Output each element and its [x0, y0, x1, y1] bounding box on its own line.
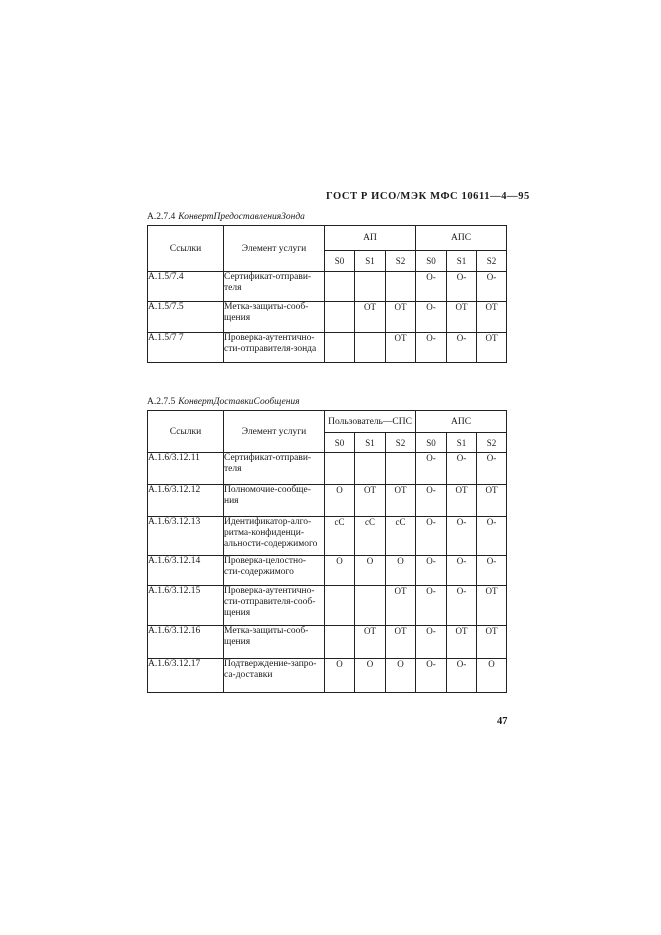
row-service-element: [224, 272, 325, 302]
row-value-cell: [355, 453, 386, 485]
row-reference: А.1.6/3.12.16: [148, 626, 224, 659]
row-value-cell: О-: [447, 556, 477, 586]
row-reference: А.1.6/3.12.11: [148, 453, 224, 485]
service-element-line: са-доставки: [224, 670, 273, 680]
row-service-element: [224, 659, 325, 693]
row-value-cell: О: [477, 659, 507, 693]
row-value-cell: ОТ: [355, 302, 386, 333]
service-element-line: Сертификат-отправи-: [224, 272, 312, 282]
table2-number: А.2.7.5: [147, 397, 176, 407]
row-value-cell: О: [325, 659, 355, 693]
row-value-cell: О-: [477, 556, 507, 586]
table1-subheader: S2: [386, 251, 416, 272]
table1-header-element: Элемент услуги: [224, 226, 325, 272]
table1-subheader: S0: [416, 251, 447, 272]
table2-header-refs: Ссылки: [148, 411, 224, 453]
table2-subheader: S2: [386, 433, 416, 453]
table1-caption: [147, 212, 305, 222]
service-element-line: сти-содержимого: [224, 567, 294, 577]
row-value-cell: О: [355, 659, 386, 693]
table2-header-group2: АПС: [416, 411, 507, 433]
service-element-line: щения: [224, 313, 251, 323]
service-element-line: альности-содержимого: [224, 539, 318, 549]
service-element-line: Проверка-аутентично-: [224, 586, 315, 596]
row-value-cell: сС: [355, 517, 386, 556]
table2-subheader: S2: [477, 433, 507, 453]
row-value-cell: О-: [416, 302, 447, 333]
row-value-cell: [355, 272, 386, 302]
table2-subheader: S1: [355, 433, 386, 453]
table-row: [148, 586, 507, 626]
row-value-cell: О: [325, 556, 355, 586]
table2: [147, 410, 507, 693]
table1: [147, 225, 507, 363]
row-value-cell: ОТ: [447, 302, 477, 333]
row-service-element: [224, 626, 325, 659]
row-value-cell: ОТ: [355, 485, 386, 517]
row-service-element: [224, 556, 325, 586]
row-value-cell: [325, 302, 355, 333]
row-value-cell: О-: [477, 453, 507, 485]
row-reference: А.1.6/3.12.15: [148, 586, 224, 626]
row-value-cell: [355, 586, 386, 626]
row-value-cell: О-: [447, 453, 477, 485]
row-service-element: [224, 517, 325, 556]
table2-body: [148, 453, 507, 693]
row-value-cell: ОТ: [477, 302, 507, 333]
row-value-cell: О-: [447, 659, 477, 693]
row-value-cell: [325, 626, 355, 659]
row-value-cell: [325, 586, 355, 626]
row-value-cell: [355, 333, 386, 363]
service-element-line: щения: [224, 637, 251, 647]
table1-body: [148, 272, 507, 363]
row-value-cell: О-: [416, 626, 447, 659]
table1-subheader: S1: [355, 251, 386, 272]
table2-caption: [147, 397, 300, 407]
row-value-cell: О-: [416, 453, 447, 485]
service-element-line: теля: [224, 283, 242, 293]
service-element-line: Проверка-целостно-: [224, 556, 307, 566]
row-value-cell: ОТ: [477, 586, 507, 626]
row-service-element: [224, 586, 325, 626]
table-row: [148, 626, 507, 659]
table2-subheader: S0: [325, 433, 355, 453]
table1-header-group2: АПС: [416, 226, 507, 251]
table1-subheader: S0: [325, 251, 355, 272]
service-element-line: теля: [224, 464, 242, 474]
service-element-line: сти-отправителя-сооб-: [224, 597, 316, 607]
row-reference: А.1.6/3.12.14: [148, 556, 224, 586]
row-value-cell: [386, 453, 416, 485]
row-value-cell: О: [386, 659, 416, 693]
row-reference: А.1.6/3.12.13: [148, 517, 224, 556]
service-element-line: Метка-защиты-сооб-: [224, 626, 309, 636]
row-value-cell: ОТ: [477, 485, 507, 517]
row-value-cell: ОТ: [355, 626, 386, 659]
service-element-line: ния: [224, 496, 239, 506]
table1-header-refs: Ссылки: [148, 226, 224, 272]
table-row: [148, 272, 507, 302]
service-element-line: Проверка-аутентично-: [224, 333, 315, 343]
service-element-line: ритма-конфиденци-: [224, 528, 304, 538]
service-element-line: Идентификатор-алго-: [224, 517, 312, 527]
table-row: [148, 517, 507, 556]
row-value-cell: [325, 272, 355, 302]
table1-subheader: S1: [447, 251, 477, 272]
row-reference: А.1.5/7.4: [148, 272, 224, 302]
row-value-cell: О-: [416, 659, 447, 693]
row-service-element: [224, 453, 325, 485]
row-reference: А.1.6/3.12.17: [148, 659, 224, 693]
row-value-cell: [386, 272, 416, 302]
row-reference: А.1.6/3.12.12: [148, 485, 224, 517]
row-value-cell: ОТ: [477, 333, 507, 363]
table2-subheader: S1: [447, 433, 477, 453]
row-reference: А.1.5/7.5: [148, 302, 224, 333]
table-row: [148, 302, 507, 333]
row-value-cell: ОТ: [386, 333, 416, 363]
row-service-element: [224, 485, 325, 517]
table-row: [148, 333, 507, 363]
row-value-cell: О-: [416, 485, 447, 517]
table2-header-group1: Пользователь—СПС: [325, 411, 416, 433]
document-header: ГОСТ Р ИСО/МЭК МФС 10611—4—95: [326, 191, 530, 202]
row-value-cell: ОТ: [386, 485, 416, 517]
row-value-cell: О-: [416, 517, 447, 556]
row-value-cell: ОТ: [447, 626, 477, 659]
page-number: 47: [497, 716, 508, 727]
row-value-cell: О-: [416, 272, 447, 302]
table-row: [148, 659, 507, 693]
row-value-cell: О: [386, 556, 416, 586]
row-value-cell: ОТ: [386, 302, 416, 333]
row-value-cell: ОТ: [386, 626, 416, 659]
service-element-line: Подтверждение-запро-: [224, 659, 317, 669]
row-value-cell: сС: [325, 517, 355, 556]
row-value-cell: О-: [447, 333, 477, 363]
table1-number: А.2.7.4: [147, 212, 176, 222]
table1-title: КонвертПредоставленияЗонда: [178, 212, 305, 222]
table2-subheader: S0: [416, 433, 447, 453]
row-value-cell: О-: [477, 517, 507, 556]
row-value-cell: ОТ: [477, 626, 507, 659]
row-value-cell: О: [325, 485, 355, 517]
row-value-cell: О-: [416, 586, 447, 626]
row-value-cell: О: [355, 556, 386, 586]
row-value-cell: О-: [416, 556, 447, 586]
table1-header-group1: АП: [325, 226, 416, 251]
row-value-cell: ОТ: [386, 586, 416, 626]
row-service-element: [224, 302, 325, 333]
row-value-cell: [325, 333, 355, 363]
table-row: [148, 485, 507, 517]
row-reference: А.1.5/7 7: [148, 333, 224, 363]
row-value-cell: О-: [447, 586, 477, 626]
row-service-element: [224, 333, 325, 363]
table1-subheader: S2: [477, 251, 507, 272]
row-value-cell: О-: [477, 272, 507, 302]
row-value-cell: [325, 453, 355, 485]
table2-title: КонвертДоставкиСообщения: [178, 397, 300, 407]
service-element-line: Сертификат-отправи-: [224, 453, 312, 463]
service-element-line: щения: [224, 608, 251, 618]
row-value-cell: О-: [447, 517, 477, 556]
row-value-cell: ОТ: [447, 485, 477, 517]
row-value-cell: О-: [416, 333, 447, 363]
row-value-cell: сС: [386, 517, 416, 556]
service-element-line: Полномочие-сообще-: [224, 485, 311, 495]
service-element-line: сти-отправителя-зонда: [224, 344, 317, 354]
table2-header-element: Элемент услуги: [224, 411, 325, 453]
table-row: [148, 453, 507, 485]
service-element-line: Метка-защиты-сооб-: [224, 302, 309, 312]
row-value-cell: О-: [447, 272, 477, 302]
table-row: [148, 556, 507, 586]
